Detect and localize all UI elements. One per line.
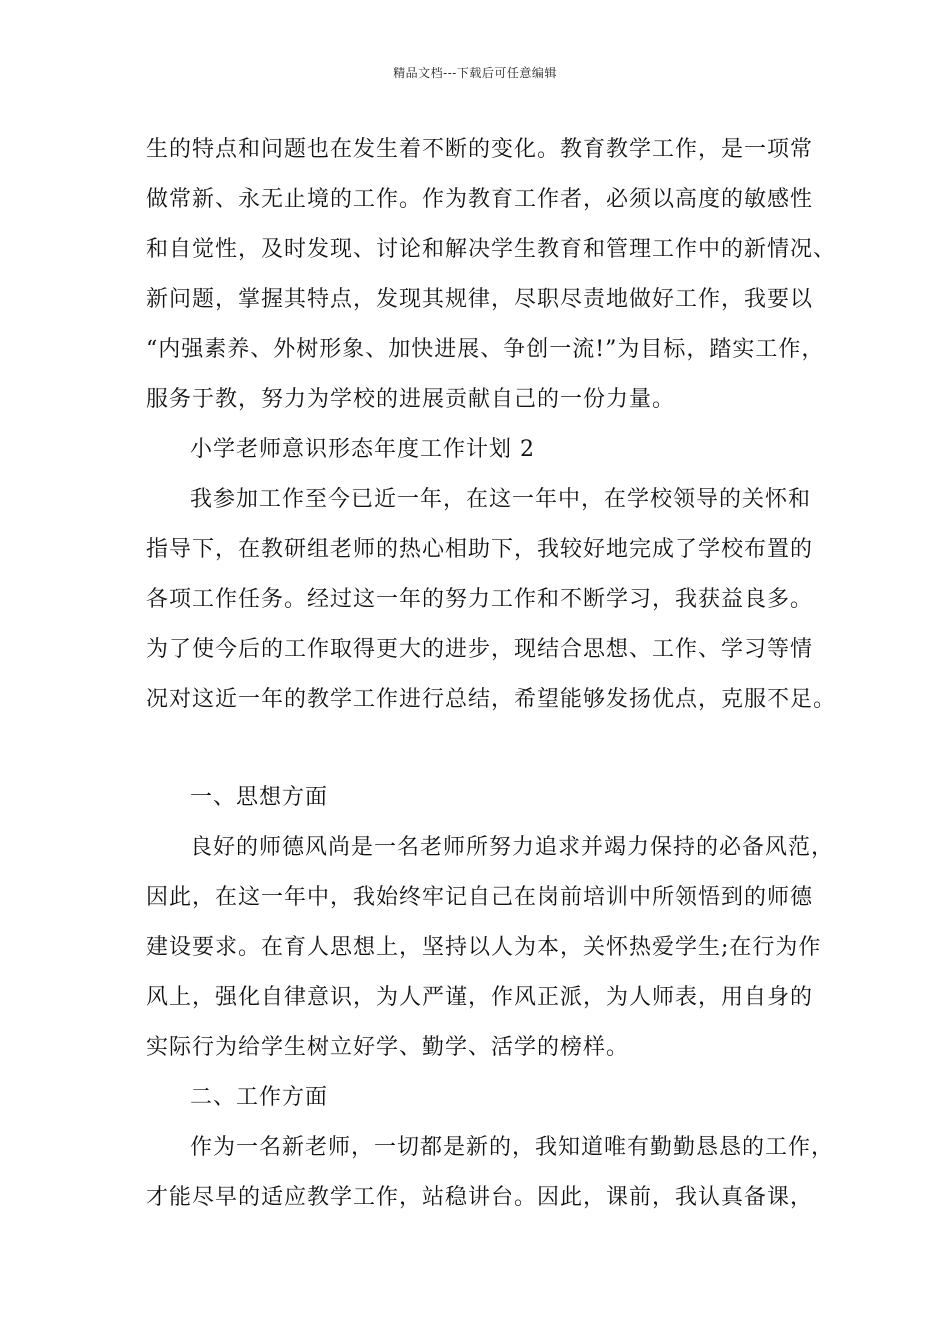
- body-line-2: 做常新、永无止境的工作。作为教育工作者，必须以高度的敏感性: [146, 187, 814, 212]
- body-line-9: 各项工作任务。经过这一年的努力工作和不断学习，我获益良多。: [146, 587, 814, 612]
- body-line-6: 服务于教，努力为学校的进展贡献自己的一份力量。: [146, 387, 676, 412]
- body-line-15: 风上，强化自律意识，为人严谨，作风正派，为人师表，用自身的: [146, 985, 814, 1010]
- body-line-3: 和自觉性，及时发现、讨论和解决学生教育和管理工作中的新情况、: [146, 237, 837, 262]
- body-line-5: “内强素养、外树形象、加快进展、争创一流!”为目标，踏实工作，: [146, 337, 825, 362]
- body-line-16: 实际行为给学生树立好学、勤学、活学的榜样。: [146, 1035, 630, 1060]
- page-header: 精品文档---下载后可任意编辑: [393, 66, 557, 80]
- body-line-10: 为了使今后的工作取得更大的进步，现结合思想、工作、学习等情: [146, 637, 814, 662]
- heading-work: 二、工作方面: [190, 1085, 329, 1110]
- body-line-11: 况对这近一年的教学工作进行总结，希望能够发扬优点，克服不足。: [146, 687, 837, 712]
- body-line-4: 新问题，掌握其特点，发现其规律，尽职尽责地做好工作，我要以: [146, 287, 814, 312]
- body-line-17: 作为一名新老师，一切都是新的，我知道唯有勤勤恳恳的工作，: [190, 1135, 835, 1160]
- body-line-18: 才能尽早的适应教学工作，站稳讲台。因此，课前，我认真备课，: [146, 1185, 814, 1210]
- body-line-7: 我参加工作至今已近一年，在这一年中，在学校领导的关怀和: [190, 487, 812, 512]
- section-title: 小学老师意识形态年度工作计划 2: [190, 437, 535, 462]
- body-line-13: 因此，在这一年中，我始终牢记自己在岗前培训中所领悟到的师德: [146, 885, 814, 910]
- body-line-1: 生的特点和问题也在发生着不断的变化。教育教学工作，是一项常: [146, 137, 814, 162]
- body-line-14: 建设要求。在育人思想上，坚持以人为本，关怀热爱学生;在行为作: [146, 935, 822, 960]
- heading-thought: 一、思想方面: [190, 785, 329, 810]
- body-line-12: 良好的师德风尚是一名老师所努力追求并竭力保持的必备风范，: [190, 835, 835, 860]
- body-line-8: 指导下，在教研组老师的热心相助下，我较好地完成了学校布置的: [146, 537, 814, 562]
